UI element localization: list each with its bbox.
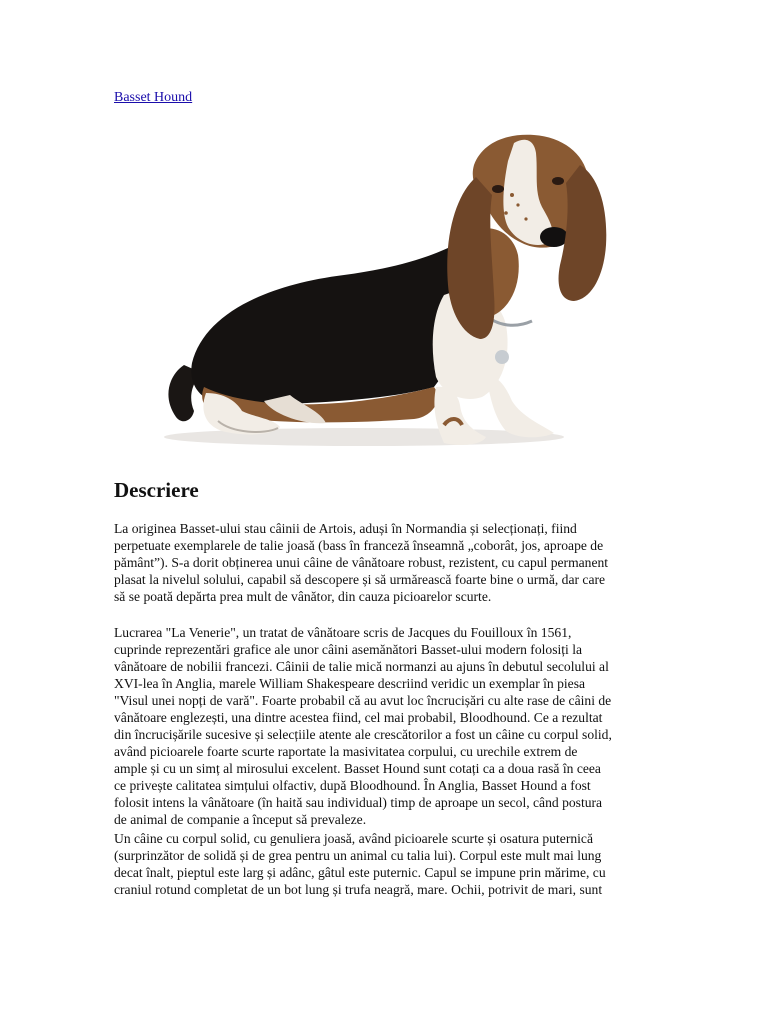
paragraph-line: decat înalt, pieptul este larg și adânc, gâtul este puternic. Capul se impune prin mărime, cu [114, 865, 606, 880]
paragraph-line: folosit intens la vânătoare (în haită sau individual) timp de aproape un secol, când postura [114, 795, 603, 810]
paragraph-line: pământ”). S-a dorit obținerea unui câine de vânătoare robust, rezistent, cu capul permanent [114, 555, 609, 570]
basset-hound-link[interactable]: Basset Hound [114, 90, 193, 105]
paragraph-line: perpetuate exemplarele de talie joasă (bass în franceză înseamnă „coborât, jos, aproape de [114, 538, 604, 553]
section-heading-descriere: Descriere [114, 478, 199, 502]
paragraph-line: XVI-lea în Anglia, marele William Shakespeare descriind veridic un exemplar în piesa [114, 676, 586, 691]
paragraph-line: vânătoare englezești, una dintre acestea fiind, cel mai probabil, Bloodhound. Ce a rezultat [114, 710, 603, 725]
paragraph-line: "Visul unei nopți de vară". Foarte probabil că au avut loc încrucișări cu alte rase de câini de [114, 693, 612, 708]
paragraph-line: craniul rotund completat de un bot lung și trufa neagră, mare. Ochii, potrivit de mari, sunt [114, 882, 603, 897]
paragraph-line: Lucrarea "La Venerie", un tratat de vânătoare scris de Jacques du Fouilloux în 1561, [114, 625, 572, 640]
basset-hound-image [114, 125, 654, 460]
dog-tag [495, 350, 509, 364]
paragraph-line: La originea Basset-ului stau câinii de Artois, aduși în Normandia și selecționați, fiind [114, 521, 577, 536]
paragraph-line: plasat la nivelul solului, capabil să descopere și să urmărească foarte bine o urmă, dar care [114, 572, 606, 587]
dog-eye-left [492, 185, 504, 193]
paragraph-line: de animal de companie a început să prevaleze. [114, 812, 367, 827]
paragraph-line: având picioarele foarte scurte raportate la masivitatea corpului, cu urechile extrem de [114, 744, 578, 759]
paragraph-3 [114, 830, 658, 898]
paragraph-line: ample și cu un simț al mirosului excelent. Basset Hound sunt cotați ca a doua rasă în ceea [114, 761, 601, 776]
basset-hound-illustration [114, 125, 654, 460]
paragraph-1 [114, 520, 658, 605]
paragraph-line: cuprinde reprezentări grafice ale unor câini asemănători Basset-ului modern folosiți la [114, 642, 583, 657]
paragraph-line: din încrucișările sucesive și selecțiile atente ale crescătorilor a fost un câine cu corpul solid, [114, 727, 612, 742]
dog-front-leg-right [486, 375, 554, 437]
dog-nose [540, 227, 568, 247]
paragraph-line: ce privește calitatea simțului olfactiv, după Bloodhound. În Anglia, Basset Hound a fost [114, 778, 591, 793]
paragraph-line: să se poată depărta prea mult de vânător, din cauza picioarelor scurte. [114, 589, 492, 604]
paragraph-line: (surprinzător de solidă și de grea pentru un animal cu talia lui). Corpul este mult mai lung [114, 848, 602, 863]
dog-eye-right [552, 177, 564, 185]
paragraph-line: Un câine cu corpul solid, cu genuliera joasă, având picioarele scurte și osatura puternică [114, 831, 593, 846]
paragraph-line: vânătoare de nobilii francezi. Câinii de talie mică normanzi au ajuns în debutul secolului al [114, 659, 609, 674]
paragraph-2 [114, 624, 658, 828]
